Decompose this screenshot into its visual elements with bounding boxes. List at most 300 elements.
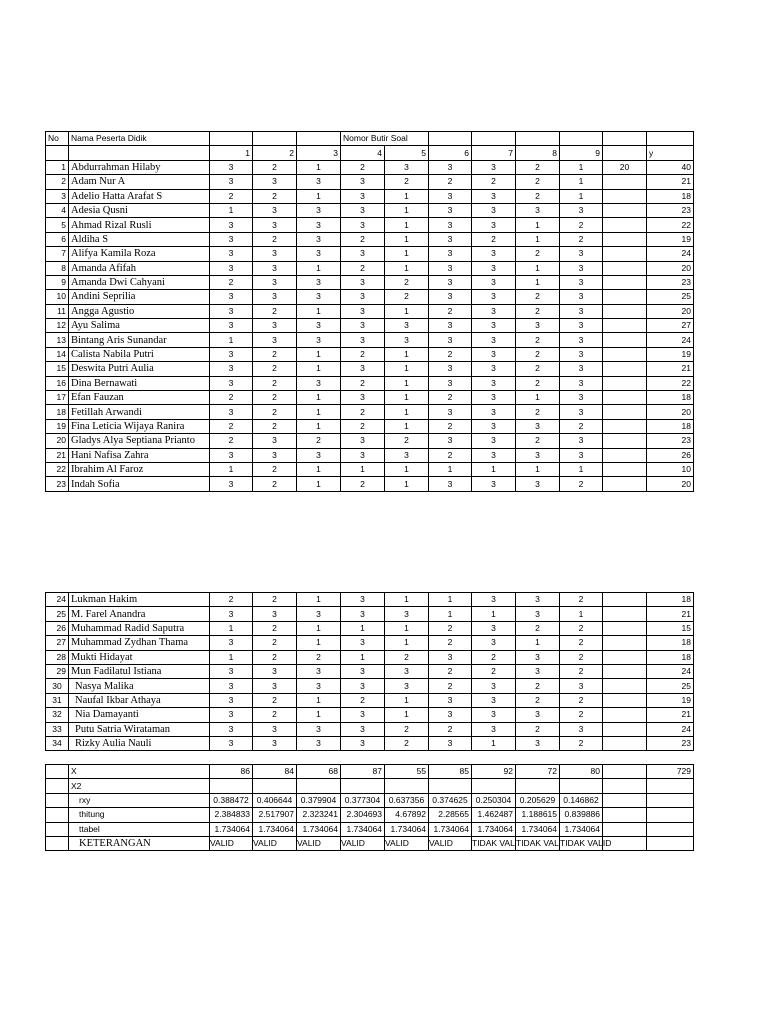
item-score: 3 — [297, 232, 341, 246]
total-score: 19 — [647, 232, 694, 246]
student-row — [46, 477, 694, 491]
student-name: M. Farel Anandra — [69, 607, 210, 621]
student-name: Andini Seprilia — [69, 290, 210, 304]
item-score: 2 — [560, 419, 603, 433]
student-name: Efan Fauzan — [69, 391, 210, 405]
item-score: 3 — [560, 434, 603, 448]
item-score: 3 — [429, 405, 472, 419]
item-score: 1 — [297, 405, 341, 419]
item-score: 3 — [560, 203, 603, 217]
student-number: 21 — [46, 448, 69, 462]
student-name: Deswita Putri Aulia — [69, 362, 210, 376]
student-name: Rizky Aulia Nauli — [69, 736, 210, 750]
item-score: 1 — [560, 175, 603, 189]
item-score: 1 — [472, 607, 516, 621]
item-score: 2 — [341, 477, 385, 491]
item-score: 3 — [429, 232, 472, 246]
item-score: 3 — [472, 290, 516, 304]
item-score: 3 — [210, 636, 253, 650]
item-score: 3 — [429, 708, 472, 722]
item-score: 2 — [472, 664, 516, 678]
item-score: 3 — [472, 218, 516, 232]
item-score: 2 — [560, 232, 603, 246]
item-score: 2 — [253, 693, 297, 707]
total-score: 22 — [647, 218, 694, 232]
keterangan-value: VALID — [297, 836, 341, 850]
item-score: 2 — [210, 593, 253, 607]
item-score: 2 — [560, 650, 603, 664]
student-number: 29 — [46, 664, 69, 678]
item-score: 3 — [429, 160, 472, 174]
item-score: 1 — [429, 607, 472, 621]
item-score: 1 — [385, 304, 429, 318]
item-score: 2 — [253, 405, 297, 419]
item-number: 8 — [516, 146, 560, 160]
item-score: 1 — [385, 347, 429, 361]
item-score: 3 — [297, 319, 341, 333]
student-name: Gladys Alya Septiana Prianto — [69, 434, 210, 448]
thitung-value: 0.839886 — [560, 808, 603, 822]
item-score: 2 — [560, 708, 603, 722]
student-number: 15 — [46, 362, 69, 376]
item-score: 3 — [253, 203, 297, 217]
item-score: 1 — [341, 621, 385, 635]
item-score: 3 — [472, 247, 516, 261]
item-score: 2 — [516, 347, 560, 361]
item-score: 1 — [210, 650, 253, 664]
item-score: 2 — [472, 175, 516, 189]
student-row — [46, 333, 694, 347]
student-name: Aldiha S — [69, 232, 210, 246]
rxy-value: 0.406644 — [253, 793, 297, 807]
x2-label: X2 — [69, 779, 210, 793]
student-number: 25 — [46, 607, 69, 621]
ttabel-row — [46, 822, 694, 836]
item-score: 3 — [341, 175, 385, 189]
item-score: 3 — [472, 189, 516, 203]
item-score: 3 — [472, 362, 516, 376]
item-score: 3 — [341, 434, 385, 448]
student-name: Putu Satria Wirataman — [69, 722, 210, 736]
total-score: 19 — [647, 347, 694, 361]
student-row — [46, 607, 694, 621]
item-score: 2 — [516, 362, 560, 376]
item-score: 1 — [385, 232, 429, 246]
student-number: 19 — [46, 419, 69, 433]
x-value: 92 — [472, 765, 516, 779]
item-score: 2 — [385, 736, 429, 750]
student-number: 14 — [46, 347, 69, 361]
item-score: 3 — [560, 391, 603, 405]
item-score: 1 — [385, 261, 429, 275]
item-score: 2 — [341, 160, 385, 174]
item-score: 1 — [297, 189, 341, 203]
item-score: 3 — [210, 722, 253, 736]
item-score: 1 — [297, 160, 341, 174]
item-score: 2 — [253, 362, 297, 376]
item-score: 3 — [253, 664, 297, 678]
rxy-label: rxy — [69, 793, 210, 807]
item-score: 1 — [210, 203, 253, 217]
item-score: 1 — [472, 736, 516, 750]
x-value: 72 — [516, 765, 560, 779]
student-number: 28 — [46, 650, 69, 664]
keterangan-row — [46, 836, 694, 850]
item-score: 3 — [429, 333, 472, 347]
total-score: 23 — [647, 275, 694, 289]
item-score: 1 — [516, 636, 560, 650]
item-score: 1 — [297, 391, 341, 405]
item-score: 3 — [253, 290, 297, 304]
thitung-value: 1.188615 — [516, 808, 560, 822]
item-score: 3 — [210, 261, 253, 275]
student-number: 2 — [46, 175, 69, 189]
item-score: 2 — [429, 347, 472, 361]
item-score: 3 — [472, 160, 516, 174]
item-score: 2 — [253, 593, 297, 607]
ttabel-value: 1.734064 — [429, 822, 472, 836]
item-number: 1 — [210, 146, 253, 160]
item-score: 3 — [429, 203, 472, 217]
student-row — [46, 232, 694, 246]
student-name: Mukti Hidayat — [69, 650, 210, 664]
item-score: 2 — [341, 261, 385, 275]
item-score: 3 — [253, 736, 297, 750]
student-name: Hani Nafisa Zahra — [69, 448, 210, 462]
item-score: 1 — [385, 405, 429, 419]
item-score: 3 — [253, 247, 297, 261]
total-score: 18 — [647, 419, 694, 433]
item-score: 3 — [210, 405, 253, 419]
student-row — [46, 218, 694, 232]
item-score: 3 — [210, 319, 253, 333]
student-row — [46, 175, 694, 189]
student-row — [46, 347, 694, 361]
item-score: 3 — [341, 319, 385, 333]
item-score: 3 — [472, 693, 516, 707]
student-name: Muhammad Zydhan Thama — [69, 636, 210, 650]
item-score: 3 — [472, 391, 516, 405]
item-score: 2 — [472, 232, 516, 246]
ttabel-label: ttabel — [69, 822, 210, 836]
item-score: 2 — [297, 650, 341, 664]
total-score: 25 — [647, 290, 694, 304]
student-name: Ahmad Rizal Rusli — [69, 218, 210, 232]
total-score: 18 — [647, 189, 694, 203]
item-score: 3 — [297, 275, 341, 289]
item-score: 1 — [429, 593, 472, 607]
ttabel-value: 1.734064 — [253, 822, 297, 836]
item-score: 3 — [516, 419, 560, 433]
item-score: 2 — [253, 232, 297, 246]
student-name: Angga Agustio — [69, 304, 210, 318]
total-score: 18 — [647, 636, 694, 650]
item-score: 2 — [210, 434, 253, 448]
item-score: 3 — [516, 650, 560, 664]
item-score: 3 — [297, 607, 341, 621]
item-score: 1 — [385, 391, 429, 405]
item-score: 1 — [297, 304, 341, 318]
item-score: 3 — [560, 376, 603, 390]
item-score: 2 — [341, 693, 385, 707]
item-score: 2 — [253, 376, 297, 390]
student-row — [46, 462, 694, 476]
x-total: 729 — [647, 765, 694, 779]
item-score: 1 — [385, 477, 429, 491]
item-score: 2 — [341, 347, 385, 361]
item-score: 1 — [297, 462, 341, 476]
item-score: 3 — [210, 664, 253, 678]
item-score: 1 — [560, 462, 603, 476]
item-score: 1 — [385, 708, 429, 722]
item-number: 4 — [341, 146, 385, 160]
item-score: 1 — [516, 391, 560, 405]
rxy-value: 0.377304 — [341, 793, 385, 807]
item-score: 3 — [253, 175, 297, 189]
item-score: 1 — [297, 593, 341, 607]
item-score: 2 — [210, 275, 253, 289]
item-score: 2 — [253, 189, 297, 203]
item-score: 3 — [253, 448, 297, 462]
item-score: 3 — [472, 593, 516, 607]
item-score: 1 — [210, 333, 253, 347]
student-number: 1 — [46, 160, 69, 174]
item-score: 3 — [429, 290, 472, 304]
item-score: 3 — [472, 261, 516, 275]
item-score: 2 — [516, 722, 560, 736]
x-value: 55 — [385, 765, 429, 779]
x2-row — [46, 779, 694, 793]
student-name: Fetillah Arwandi — [69, 405, 210, 419]
rxy-value: 0.250304 — [472, 793, 516, 807]
item-score: 2 — [429, 419, 472, 433]
item-score: 3 — [210, 175, 253, 189]
item-score: 1 — [560, 189, 603, 203]
item-score: 2 — [560, 736, 603, 750]
item-score: 3 — [297, 376, 341, 390]
student-row — [46, 434, 694, 448]
item-score: 3 — [210, 347, 253, 361]
total-score: 18 — [647, 593, 694, 607]
student-number: 17 — [46, 391, 69, 405]
student-number: 8 — [46, 261, 69, 275]
item-score: 3 — [385, 160, 429, 174]
total-score: 18 — [647, 650, 694, 664]
item-score: 1 — [385, 621, 429, 635]
thitung-value: 1.462487 — [472, 808, 516, 822]
student-number: 5 — [46, 218, 69, 232]
item-score: 2 — [253, 477, 297, 491]
student-number: 31 — [46, 693, 69, 707]
item-score: 3 — [210, 477, 253, 491]
item-score: 3 — [472, 376, 516, 390]
item-score: 2 — [472, 650, 516, 664]
item-score: 2 — [341, 419, 385, 433]
x-value: 68 — [297, 765, 341, 779]
item-score: 2 — [560, 693, 603, 707]
item-score: 2 — [429, 621, 472, 635]
item-score: 3 — [341, 708, 385, 722]
item-score: 2 — [210, 189, 253, 203]
item-score: 2 — [560, 664, 603, 678]
item-score: 3 — [472, 419, 516, 433]
item-score: 3 — [210, 362, 253, 376]
item-score: 3 — [253, 319, 297, 333]
item-score: 3 — [429, 247, 472, 261]
item-score: 3 — [210, 160, 253, 174]
total-score: 21 — [647, 708, 694, 722]
student-number: 26 — [46, 621, 69, 635]
item-score: 2 — [429, 664, 472, 678]
item-score: 3 — [429, 693, 472, 707]
item-score: 3 — [210, 448, 253, 462]
item-score: 1 — [385, 636, 429, 650]
student-row — [46, 362, 694, 376]
item-score: 2 — [253, 650, 297, 664]
rxy-row — [46, 793, 694, 807]
item-score: 3 — [560, 405, 603, 419]
item-score: 3 — [516, 736, 560, 750]
student-number: 20 — [46, 434, 69, 448]
item-number: 9 — [560, 146, 603, 160]
student-row — [46, 391, 694, 405]
student-name: Fina Leticia Wijaya Ranira — [69, 419, 210, 433]
student-number: 22 — [46, 462, 69, 476]
item-score: 3 — [472, 679, 516, 693]
item-score: 3 — [429, 319, 472, 333]
student-row — [46, 261, 694, 275]
item-score: 3 — [429, 477, 472, 491]
item-score: 1 — [560, 160, 603, 174]
item-analysis-table-top — [45, 131, 694, 492]
student-name: Indah Sofia — [69, 477, 210, 491]
nomor-butir-soal-header: Nomor Butir Soal — [341, 132, 429, 146]
item-number: 3 — [297, 146, 341, 160]
thitung-label: thitung — [69, 808, 210, 822]
total-score: 26 — [647, 448, 694, 462]
item-score: 2 — [253, 708, 297, 722]
item-score: 1 — [210, 462, 253, 476]
item-score: 2 — [560, 477, 603, 491]
student-number: 9 — [46, 275, 69, 289]
item-score: 3 — [516, 593, 560, 607]
keterangan-value: VALID — [210, 836, 253, 850]
item-score: 1 — [516, 275, 560, 289]
student-name: Amanda Afifah — [69, 261, 210, 275]
item-score: 1 — [385, 218, 429, 232]
thitung-row — [46, 808, 694, 822]
item-score: 1 — [297, 621, 341, 635]
item-score: 3 — [297, 448, 341, 462]
student-row — [46, 376, 694, 390]
total-score: 24 — [647, 722, 694, 736]
item-score: 2 — [385, 175, 429, 189]
item-score: 3 — [385, 333, 429, 347]
student-name: Adesia Qusni — [69, 203, 210, 217]
student-number: 27 — [46, 636, 69, 650]
student-row — [46, 679, 694, 693]
item-score: 3 — [253, 261, 297, 275]
item-score: 2 — [560, 218, 603, 232]
item-score: 2 — [516, 333, 560, 347]
student-row — [46, 722, 694, 736]
item-score: 2 — [210, 419, 253, 433]
item-score: 3 — [472, 708, 516, 722]
item-score: 3 — [429, 736, 472, 750]
item-score: 2 — [429, 679, 472, 693]
item-score: 2 — [385, 275, 429, 289]
item-score: 3 — [516, 708, 560, 722]
item-score: 3 — [385, 664, 429, 678]
item-score: 3 — [297, 664, 341, 678]
student-row — [46, 621, 694, 635]
student-name: Adelio Hatta Arafat S — [69, 189, 210, 203]
item-score: 1 — [516, 232, 560, 246]
item-score: 1 — [385, 247, 429, 261]
item-score: 2 — [560, 636, 603, 650]
thitung-value: 4.67892 — [385, 808, 429, 822]
student-row — [46, 693, 694, 707]
no-header: No — [46, 132, 69, 146]
item-number-row — [46, 146, 694, 160]
item-score: 3 — [297, 247, 341, 261]
x-value: 80 — [560, 765, 603, 779]
item-score: 3 — [253, 275, 297, 289]
item-score: 3 — [253, 434, 297, 448]
item-score: 2 — [253, 347, 297, 361]
item-score: 1 — [297, 708, 341, 722]
item-score: 3 — [341, 247, 385, 261]
student-number: 3 — [46, 189, 69, 203]
item-score: 3 — [429, 189, 472, 203]
rxy-value: 0.379904 — [297, 793, 341, 807]
rxy-value: 0.374625 — [429, 793, 472, 807]
item-score: 3 — [341, 304, 385, 318]
total-score: 20 — [647, 405, 694, 419]
item-score: 3 — [341, 275, 385, 289]
item-score: 3 — [472, 722, 516, 736]
item-score: 1 — [516, 462, 560, 476]
ttabel-value: 1.734064 — [341, 822, 385, 836]
ttabel-value: 1.734064 — [516, 822, 560, 836]
item-score: 1 — [472, 462, 516, 476]
student-row — [46, 160, 694, 174]
item-score: 3 — [297, 175, 341, 189]
item-score: 3 — [297, 290, 341, 304]
item-score: 3 — [429, 218, 472, 232]
thitung-value: 2.323241 — [297, 808, 341, 822]
item-score: 3 — [297, 722, 341, 736]
item-score: 3 — [210, 679, 253, 693]
item-score: 3 — [341, 391, 385, 405]
item-score: 3 — [560, 347, 603, 361]
item-score: 3 — [516, 664, 560, 678]
ttabel-value: 1.734064 — [210, 822, 253, 836]
student-number: 16 — [46, 376, 69, 390]
item-score: 1 — [297, 636, 341, 650]
item-score: 3 — [210, 376, 253, 390]
item-score: 1 — [341, 650, 385, 664]
student-row — [46, 636, 694, 650]
item-score: 2 — [385, 434, 429, 448]
student-row — [46, 405, 694, 419]
student-row — [46, 419, 694, 433]
total-score: 23 — [647, 736, 694, 750]
item-score: 2 — [516, 304, 560, 318]
item-score: 3 — [341, 736, 385, 750]
item-score: 2 — [253, 462, 297, 476]
item-score: 3 — [253, 679, 297, 693]
